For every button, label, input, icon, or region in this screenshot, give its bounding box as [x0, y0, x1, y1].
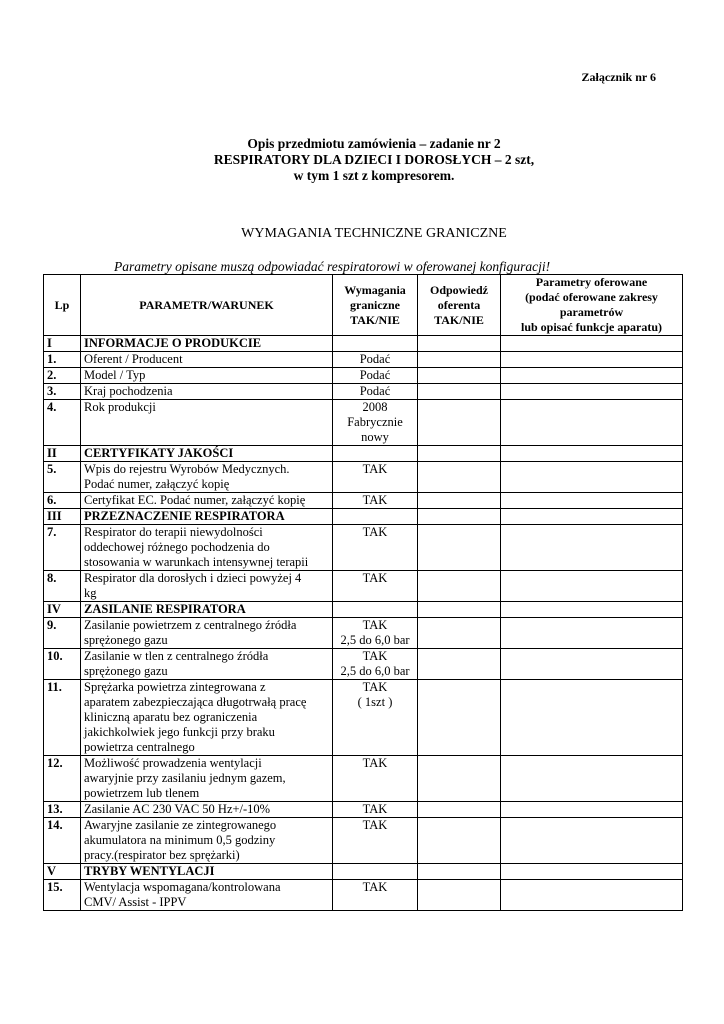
table-row — [44, 400, 683, 446]
row-parameter: Wpis do rejestru Wyrobów Medycznych. Podać numer, załączyć kopię — [81, 462, 333, 493]
col-header-answer: Odpowiedź oferenta TAK/NIE — [418, 275, 501, 336]
col-header-offered-sub: (podać oferowane zakresy parametrów lub opisać funkcje aparatu) — [520, 290, 663, 334]
row-offered-cell[interactable] — [501, 756, 683, 802]
row-requirement: TAK — [333, 880, 418, 911]
row-answer-cell[interactable] — [418, 509, 501, 525]
row-parameter: INFORMACJE O PRODUKCIE — [81, 336, 333, 352]
col-header-lp: Lp — [44, 275, 81, 336]
row-requirement: Podać — [333, 352, 418, 368]
row-number: 13. — [44, 802, 81, 818]
row-parameter: ZASILANIE RESPIRATORA — [81, 602, 333, 618]
row-number: 10. — [44, 649, 81, 680]
document-header — [0, 136, 724, 184]
row-parameter: Sprężarka powietrza zintegrowana z aparatem zabezpieczająca długotrwałą pracę kliniczną aparatu bez ograniczenia jakichkolwiek jego funkcji przy braku powietrza centralnego — [81, 680, 333, 756]
row-offered-cell[interactable] — [501, 493, 683, 509]
row-answer-cell[interactable] — [418, 864, 501, 880]
row-answer-cell[interactable] — [418, 649, 501, 680]
row-number: 8. — [44, 571, 81, 602]
row-parameter: Awaryjne zasilanie ze zintegrowanego akumulatora na minimum 0,5 godziny pracy.(respirator bez sprężarki) — [81, 818, 333, 864]
title-line-1: Opis przedmiotu zamówienia – zadanie nr 2 — [247, 136, 501, 151]
row-parameter: Kraj pochodzenia — [81, 384, 333, 400]
row-number: 12. — [44, 756, 81, 802]
table-row — [44, 462, 683, 493]
table-row — [44, 336, 683, 352]
annex-label: Załącznik nr 6 — [581, 70, 656, 84]
row-number: 5. — [44, 462, 81, 493]
row-requirement: TAK — [333, 493, 418, 509]
col-header-offered-title: Parametry oferowane — [535, 275, 648, 289]
row-answer-cell[interactable] — [418, 802, 501, 818]
table-row — [44, 802, 683, 818]
table-row — [44, 864, 683, 880]
row-number: I — [44, 336, 81, 352]
title-line-3: w tym 1 szt z kompresorem. — [293, 168, 455, 183]
row-answer-cell[interactable] — [418, 462, 501, 493]
row-requirement: TAK — [333, 571, 418, 602]
row-answer-cell[interactable] — [418, 618, 501, 649]
table-row — [44, 618, 683, 649]
row-offered-cell[interactable] — [501, 446, 683, 462]
row-answer-cell[interactable] — [418, 756, 501, 802]
title-line-2: RESPIRATORY DLA DZIECI I DOROSŁYCH – 2 szt, — [213, 152, 535, 167]
row-parameter: Zasilanie AC 230 VAC 50 Hz+/-10% — [81, 802, 333, 818]
row-number: 15. — [44, 880, 81, 911]
row-number: II — [44, 446, 81, 462]
row-offered-cell[interactable] — [501, 525, 683, 571]
row-parameter: CERTYFIKATY JAKOŚCI — [81, 446, 333, 462]
row-parameter: Zasilanie powietrzem z centralnego źródła sprężonego gazu — [81, 618, 333, 649]
row-requirement: Podać — [333, 384, 418, 400]
row-requirement — [333, 336, 418, 352]
row-offered-cell[interactable] — [501, 618, 683, 649]
row-requirement — [333, 509, 418, 525]
row-parameter: Oferent / Producent — [81, 352, 333, 368]
row-requirement: TAK — [333, 462, 418, 493]
row-number: V — [44, 864, 81, 880]
row-number: IV — [44, 602, 81, 618]
table-row — [44, 756, 683, 802]
row-answer-cell[interactable] — [418, 880, 501, 911]
row-answer-cell[interactable] — [418, 602, 501, 618]
table-row — [44, 493, 683, 509]
table-row — [44, 649, 683, 680]
row-requirement: TAK — [333, 818, 418, 864]
row-offered-cell[interactable] — [501, 368, 683, 384]
row-number: 14. — [44, 818, 81, 864]
table-row — [44, 571, 683, 602]
table-row — [44, 384, 683, 400]
table-row — [44, 368, 683, 384]
row-answer-cell[interactable] — [418, 818, 501, 864]
row-answer-cell[interactable] — [418, 525, 501, 571]
col-header-offered — [501, 275, 683, 336]
row-offered-cell[interactable] — [501, 864, 683, 880]
table-row — [44, 818, 683, 864]
table-row — [44, 880, 683, 911]
row-offered-cell[interactable] — [501, 462, 683, 493]
col-header-requirement: Wymagania graniczne TAK/NIE — [333, 275, 418, 336]
row-offered-cell[interactable] — [501, 602, 683, 618]
row-parameter: Wentylacja wspomagana/kontrolowana CMV/ Assist - IPPV — [81, 880, 333, 911]
row-requirement: 2008 Fabrycznie nowy — [333, 400, 418, 446]
row-parameter: Model / Typ — [81, 368, 333, 384]
row-offered-cell[interactable] — [501, 880, 683, 911]
row-answer-cell[interactable] — [418, 571, 501, 602]
row-requirement: TAK 2,5 do 6,0 bar — [333, 618, 418, 649]
row-number: 11. — [44, 680, 81, 756]
row-answer-cell[interactable] — [418, 368, 501, 384]
row-offered-cell[interactable] — [501, 509, 683, 525]
row-answer-cell[interactable] — [418, 336, 501, 352]
configuration-note: Parametry opisane muszą odpowiadać respiratorowi w oferowanej konfiguracji! — [114, 259, 551, 274]
row-requirement: TAK 2,5 do 6,0 bar — [333, 649, 418, 680]
row-requirement: TAK — [333, 802, 418, 818]
table-header-row — [44, 275, 683, 336]
row-answer-cell[interactable] — [418, 680, 501, 756]
row-requirement: Podać — [333, 368, 418, 384]
row-offered-cell[interactable] — [501, 571, 683, 602]
requirements-table — [43, 274, 683, 911]
row-number: 4. — [44, 400, 81, 446]
row-number: 9. — [44, 618, 81, 649]
row-offered-cell[interactable] — [501, 352, 683, 368]
row-requirement — [333, 602, 418, 618]
row-parameter: Rok produkcji — [81, 400, 333, 446]
table-row — [44, 446, 683, 462]
row-requirement — [333, 864, 418, 880]
row-requirement: TAK — [333, 756, 418, 802]
row-number: 1. — [44, 352, 81, 368]
row-requirement: TAK ( 1szt ) — [333, 680, 418, 756]
table-row — [44, 352, 683, 368]
row-offered-cell[interactable] — [501, 384, 683, 400]
table-row — [44, 525, 683, 571]
row-offered-cell[interactable] — [501, 649, 683, 680]
row-number: 7. — [44, 525, 81, 571]
requirements-heading-wrap — [0, 226, 724, 242]
row-parameter: Respirator do terapii niewydolności oddechowej różnego pochodzenia do stosowania w warunkach intensywnej terapii — [81, 525, 333, 571]
row-number: 3. — [44, 384, 81, 400]
row-answer-cell[interactable] — [418, 352, 501, 368]
table-row — [44, 602, 683, 618]
row-answer-cell[interactable] — [418, 400, 501, 446]
row-parameter: PRZEZNACZENIE RESPIRATORA — [81, 509, 333, 525]
row-number: 2. — [44, 368, 81, 384]
row-offered-cell[interactable] — [501, 818, 683, 864]
requirements-heading: WYMAGANIA TECHNICZNE GRANICZNE — [241, 226, 507, 241]
row-offered-cell[interactable] — [501, 680, 683, 756]
table-row — [44, 509, 683, 525]
table-row — [44, 680, 683, 756]
row-requirement: TAK — [333, 525, 418, 571]
row-answer-cell[interactable] — [418, 493, 501, 509]
row-offered-cell[interactable] — [501, 802, 683, 818]
row-parameter: Możliwość prowadzenia wentylacji awaryjnie przy zasilaniu jednym gazem, powietrzem lub tlenem — [81, 756, 333, 802]
col-header-param: PARAMETR/WARUNEK — [81, 275, 333, 336]
row-number: 6. — [44, 493, 81, 509]
row-requirement — [333, 446, 418, 462]
row-offered-cell[interactable] — [501, 336, 683, 352]
row-answer-cell[interactable] — [418, 446, 501, 462]
row-answer-cell[interactable] — [418, 384, 501, 400]
row-number: III — [44, 509, 81, 525]
row-parameter: Zasilanie w tlen z centralnego źródła sprężonego gazu — [81, 649, 333, 680]
row-parameter: Respirator dla dorosłych i dzieci powyżej 4 kg — [81, 571, 333, 602]
row-offered-cell[interactable] — [501, 400, 683, 446]
row-parameter: Certyfikat EC. Podać numer, załączyć kopię — [81, 493, 333, 509]
row-parameter: TRYBY WENTYLACJI — [81, 864, 333, 880]
